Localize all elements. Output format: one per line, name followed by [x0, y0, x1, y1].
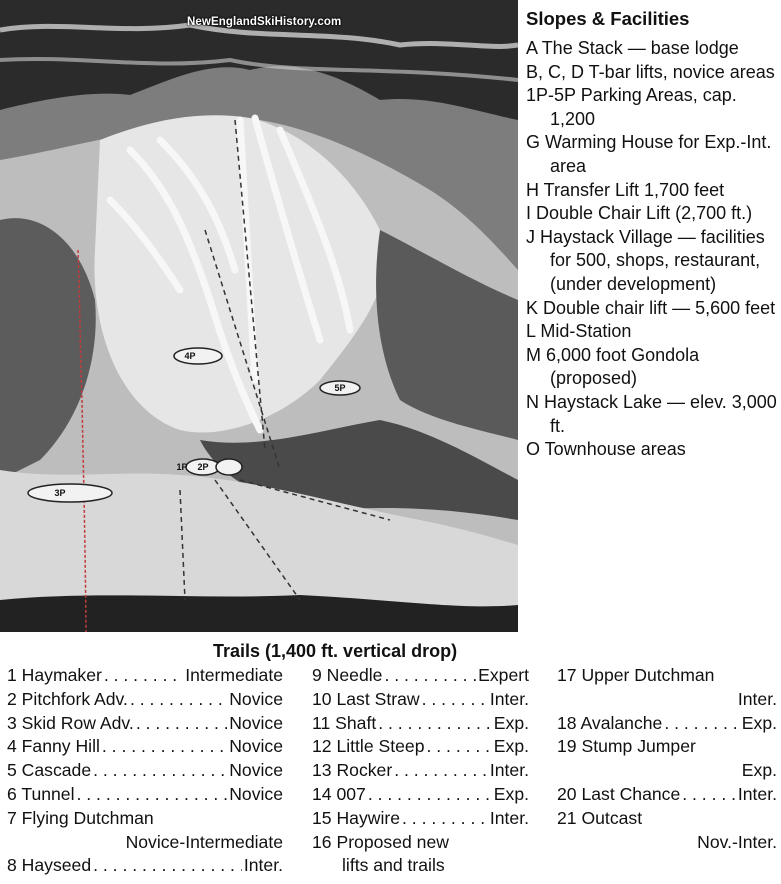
- dot-leader: [451, 831, 527, 855]
- trail-level: Novice: [229, 712, 283, 733]
- trail-level-continued: Nov.-Inter.: [697, 831, 777, 852]
- dot-leader: [664, 712, 739, 736]
- trail-name: 4 Fanny Hill: [7, 736, 100, 757]
- trail-row: [312, 688, 529, 712]
- dot-leader: [136, 712, 227, 736]
- trail-row: [557, 783, 777, 807]
- trail-row: [312, 807, 529, 831]
- trail-name: 16 Proposed new: [312, 831, 449, 852]
- dot-leader: [77, 783, 228, 807]
- dot-leader: [93, 759, 227, 783]
- trail-name-continued: lifts and trails: [342, 855, 445, 876]
- legend-item-m: M 6,000 foot Gondola (proposed): [526, 344, 700, 389]
- trail-level: Novice: [229, 760, 283, 781]
- trail-row: [7, 783, 283, 807]
- trail-row: [7, 854, 283, 878]
- dot-leader: [402, 807, 488, 831]
- dot-leader: [156, 807, 281, 831]
- trail-name: 1 Haymaker: [7, 665, 102, 685]
- trail-level: Inter.: [243, 855, 283, 876]
- parking-label-4p: 4P: [184, 351, 196, 361]
- trail-row: [312, 735, 529, 759]
- trail-level-continued: Exp.: [741, 760, 777, 781]
- trail-level: Exp.: [493, 712, 529, 733]
- trail-level-continued: Inter.: [737, 688, 777, 709]
- dot-leader: [384, 664, 476, 688]
- trail-name: 20 Last Chance: [557, 783, 681, 804]
- trail-row: [557, 735, 777, 759]
- trail-row: [312, 783, 529, 807]
- legend-title: Slopes & Facilities: [526, 8, 690, 29]
- trail-name: 18 Avalanche: [557, 712, 663, 733]
- trails-column-3: [557, 664, 777, 854]
- dot-leader: [644, 807, 775, 831]
- legend-item-a: A The Stack — base lodge: [526, 38, 739, 58]
- trail-level: Novice: [229, 736, 283, 757]
- watermark: NewEnglandSkiHistory.com: [187, 16, 342, 28]
- dot-leader: [104, 664, 183, 688]
- trail-name: 13 Rocker: [312, 760, 393, 781]
- legend-item-j: J Haystack Village — facilities for 500, shops, restaurant, (under development): [526, 226, 765, 294]
- trail-name: 5 Cascade: [7, 760, 92, 781]
- trail-name: 10 Last Straw: [312, 688, 420, 709]
- trail-row: [7, 807, 283, 831]
- trail-level: Exp.: [741, 712, 777, 733]
- trail-name: 8 Hayseed: [7, 855, 92, 876]
- legend-item-n: N Haystack Lake — elev. 3,000 ft.: [526, 391, 777, 436]
- dot-leader: [716, 664, 775, 688]
- trail-row: [312, 759, 529, 783]
- trail-name: 7 Flying Dutchman: [7, 807, 154, 828]
- trail-name: 11 Shaft: [312, 712, 377, 733]
- trail-row: [557, 712, 777, 736]
- parking-label-1p: 1P: [176, 462, 188, 472]
- trail-name: 19 Stump Jumper: [557, 736, 696, 757]
- trail-row: [7, 759, 283, 783]
- trail-name: 3 Skid Row Adv.: [7, 712, 134, 733]
- dot-leader: [427, 735, 492, 759]
- dot-leader: [130, 688, 227, 712]
- trail-row: [7, 712, 283, 736]
- legend-item-l: L Mid-Station: [526, 321, 632, 342]
- trail-level: Novice: [229, 783, 283, 804]
- dot-leader: [682, 783, 736, 807]
- trail-level: Inter.: [489, 807, 529, 828]
- trail-row: [557, 807, 777, 831]
- trail-name: 17 Upper Dutchman: [557, 665, 715, 685]
- trail-name: 14 007: [312, 783, 366, 804]
- trail-level: Novice: [229, 688, 283, 709]
- trail-row: [312, 712, 529, 736]
- trails-column-1: [7, 664, 283, 878]
- trail-row: [312, 664, 529, 688]
- legend-item-i: I Double Chair Lift (2,700 ft.): [526, 203, 753, 224]
- dot-leader: [93, 854, 242, 878]
- legend-item-g: G Warming House for Exp.-Int. area: [526, 132, 772, 176]
- dot-leader: [698, 735, 775, 759]
- dot-leader: [102, 735, 227, 759]
- trail-name: 9 Needle: [312, 665, 383, 685]
- mountain-drawing: [0, 0, 518, 632]
- dot-leader: [422, 688, 488, 712]
- trail-row: [312, 831, 529, 855]
- trail-row: [7, 688, 283, 712]
- trail-level: Inter.: [489, 760, 529, 781]
- trail-name: 15 Haywire: [312, 807, 401, 828]
- legend-item-bcd: B, C, D T-bar lifts, novice areas: [526, 61, 775, 82]
- legend-item-o: O Townhouse areas: [526, 439, 686, 460]
- dot-leader: [378, 712, 492, 736]
- dot-leader: [394, 759, 488, 783]
- parking-label-3p: 3P: [54, 488, 66, 498]
- trail-level: Exp.: [493, 783, 529, 804]
- trail-map-illustration: [0, 0, 518, 632]
- slopes-facilities-legend: [526, 8, 781, 462]
- trail-name: 6 Tunnel: [7, 783, 75, 804]
- trail-level: Exp.: [493, 736, 529, 757]
- trail-level: Intermediate: [185, 665, 283, 685]
- trail-name: 12 Little Steep: [312, 736, 425, 757]
- dot-leader: [368, 783, 492, 807]
- trail-name: 21 Outcast: [557, 807, 643, 828]
- trails-column-2: [312, 664, 529, 878]
- parking-label-5p: 5P: [334, 383, 346, 393]
- trail-name: 2 Pitchfork Adv.: [7, 688, 128, 709]
- trail-row: [7, 664, 283, 688]
- trail-level: Inter.: [489, 688, 529, 709]
- parking-label-2p: 2P: [197, 462, 209, 472]
- legend-item-h: H Transfer Lift 1,700 feet: [526, 179, 725, 200]
- trails-title: Trails (1,400 ft. vertical drop): [213, 641, 458, 661]
- trail-level-continued: Novice-Intermediate: [125, 831, 283, 852]
- trail-level: Expert: [478, 665, 529, 685]
- trail-row: [7, 735, 283, 759]
- trail-level: Inter.: [737, 783, 777, 804]
- trail-row: [557, 664, 777, 688]
- legend-item-parking: 1P-5P Parking Areas, cap. 1,200: [526, 85, 737, 129]
- legend-item-k: K Double chair lift — 5,600 feet: [526, 297, 776, 318]
